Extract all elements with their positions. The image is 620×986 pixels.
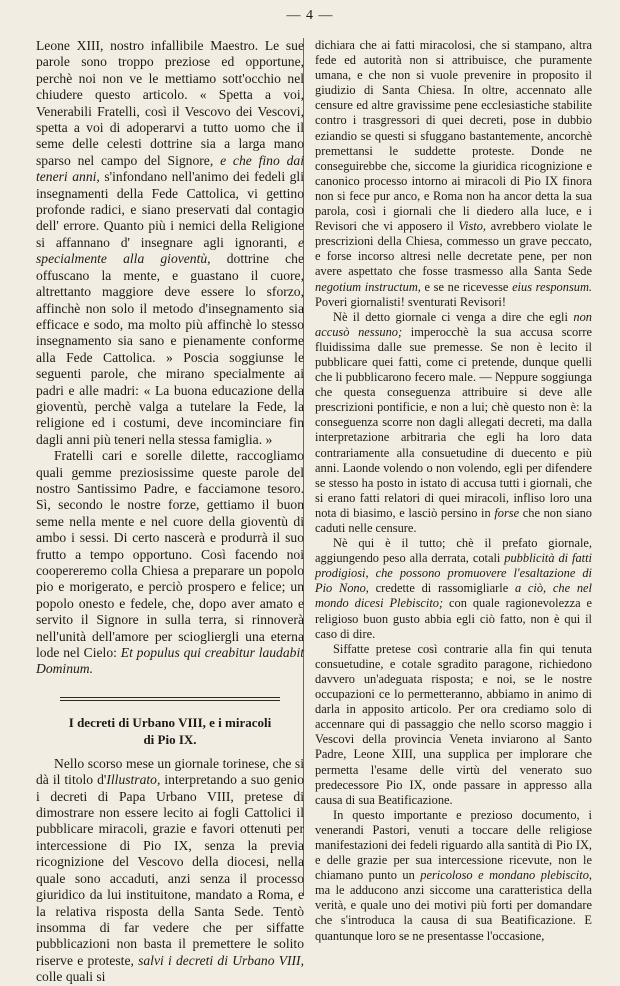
heading-line: di Pio IX. xyxy=(143,731,197,747)
text-run: avrebbero violate le prescrizioni della Chiesa, commesso un grave peccato, e forse incorso altresi nelle decretate pene, per non avere aspettato che fosse trasmesso alla Santa Sede xyxy=(315,219,592,279)
text-run: e se ne ricevesse xyxy=(424,279,509,294)
text-run: colle quali si xyxy=(36,969,106,985)
italic-run: forse xyxy=(494,505,520,520)
text-run: Siffatte pretese così contrarie alla fin qui tenuta consuetudine, e cotale sgradito paragone, richiedono davvero un'adeguata risposta; e noi, se le nostre occupazioni ce lo permetteranno, abbiamo in animo di darla in apposito articolo. Per ora crediamo solo di accennare qui di passaggio che nello scorso maggio i Vescovi della provincia Veneta inviarono al Santo Padre, Leone XIII, una supplica per implorare che permetta l'esame delle virtù del venerato suo predecessore Pio IX, onde passare in appresso alla causa di sua Beatificazione. xyxy=(315,641,592,807)
italic-run: negotium instructum, xyxy=(315,279,421,294)
text-run: Poveri giornalisti! sventurati Revisori! xyxy=(315,294,506,309)
right-paragraph-2 xyxy=(315,310,592,536)
italic-run: pericoloso e mondano plebiscito, xyxy=(420,868,592,883)
heading-line: I decreti di Urbano VIII, e i miracoli xyxy=(68,714,272,730)
left-paragraph-1 xyxy=(36,38,304,448)
text-run: Nello scorso mese un giornale torinese, che si dà il titolo d' xyxy=(36,755,304,788)
italic-run: eius responsum. xyxy=(512,279,593,294)
left-paragraph-2 xyxy=(36,448,304,678)
right-paragraph-5 xyxy=(315,808,592,944)
italic-run: Illustrato, xyxy=(106,772,161,788)
article-heading xyxy=(36,714,304,748)
text-run: interpretando a suo genio i decreti di Papa Urbano VIII, pretese di dimostrare non essere lecito ai fogli Cattolici il pubblicare miracoli, grazie e favori ottenuti per intercessione di Pio IX, senza la previa ricognizione del Vescovo della diocesi, nella quale sono accaduti, anzi senza il processo giuridico da lui instituitone, mandato a Roma, e la relativa risposta della Santa Sede. Tentò insomma di far vedere che per siffatte pubblicazioni non basta il premettere le solito riserve e proteste, xyxy=(36,772,304,968)
right-paragraph-4 xyxy=(315,642,592,808)
text-run: imperocchè la sua accusa scorre fluidissima dalle sue premesse. Se non è lecito il pubblicare quei fatti, come ci pretende, dunque quelli che li pubblicarono fecero male. — Neppure soggiunga che questa conseguenza attribuire si deve alle prescrizioni pontificie, e non a lui; chè questo non è: la conseguenza scorre non dagli allegati decreti, ma dalla interpretazione arbitraria che egli ha loro data contrariamente alla consuetudine di duecento e più anni. Laonde volendo o non volendo, egli per difendere se stesso ha posto in istato di accusa tutti i giornali, che si erano fatti relatori di quei miracoli, infliso loro una nota di biasimo, e lasciò persino in xyxy=(315,324,592,520)
italic-run: salvi i decreti di Urbano VIII, xyxy=(138,952,304,968)
text-run: Nè il detto giornale ci venga a dire che egli xyxy=(333,309,568,324)
italic-run: a ciò, che nel mondo dicesi Plebiscito; xyxy=(315,581,592,611)
left-paragraph-3 xyxy=(36,756,304,986)
left-column xyxy=(36,38,304,986)
text-run: s'infondano nell'animo dei fedeli gli insegnamenti della Fede Cattolica, vi gettino profonde radici, e siano preservati dal contagio dell' errore. Quanto più i nemici della Religione si affannano d' insegnare agli ignoranti, xyxy=(36,169,304,250)
italic-run: non accusò nessuno; xyxy=(315,309,592,339)
right-column xyxy=(315,38,592,944)
italic-run: e specialmente alla gioventù, xyxy=(36,234,304,267)
text-run: credette di rassomigliarle xyxy=(375,581,509,596)
text-run: con quale ragionevolezza e religioso buon gusto abbia egli ciò fatto, non è qui il caso di dire. xyxy=(315,596,592,641)
text-run: ma le adducono anzi siccome una caratteristica della verità, e quale uno dei motivi più forti per domandare che s'introduca la causa di sua Beatificazione. E quantunque loro se ne presentasse l'occasione, xyxy=(315,883,592,943)
italic-run: e che fino dai teneri anni, xyxy=(36,152,304,185)
italic-run: Et populus qui creabitur laudabit Dominum. xyxy=(36,645,305,677)
section-divider xyxy=(36,694,304,702)
text-run: In questo importante e prezioso documento, i venerandi Pastori, venuti a toccare delle religiose manifestazioni dei fedeli riguardo alla santità di Pio IX, e delle grazie per sua intercessione ricevute, non le chiamano punto un xyxy=(315,807,592,883)
text-run: Leone XIII, nostro infallibile Maestro. Le sue parole sono troppo preziose ed opportune, perchè noi non ve le mettiamo sott'occhio nel chiudere questo articolo. « Spetta a voi, Venerabili Fratelli, così il Vescovo dei Vescovi, spetta a voi di adoperarvi a tutto uomo che il seme delle celesti dottrine sia a larga mano sparso nel campo del Signore, xyxy=(36,38,304,168)
text-run: Nè qui è il tutto; chè il prefato giornale, aggiungendo peso alla derrata, cotali xyxy=(315,536,592,566)
italic-run: Visto, xyxy=(458,219,487,234)
right-paragraph-3 xyxy=(315,536,592,642)
italic-run: pubblicità di fatti prodigiosi, che possono promuovere l'esaltazione di Pio Nono, xyxy=(315,551,592,596)
text-run: che non siano caduti nelle censure. xyxy=(315,505,592,535)
text-run: dichiara che ai fatti miracolosi, che si stampano, altra fede ed autorità non si attribuisce, che puramente umana, e che non si vuole prevenire in proposito il giudizio di Santa Chiesa. In oltre, accennato alle censure ed altre gravissime pene ecclesiastiche stabilite contro i trasgressori di quei decreti, pose in dubbio eziandio se questi si sfuggano bastantemente, ancorchè premettansi le suddette proteste. Donde ne conseguirebbe che, siccome la giuridica ricognizione e canonico processo intorno ai miracoli di Pio IX finora non si fece pur anco, e Roma non ha ancor detta la sua parola, così i giornali che li diedero alla luce, e i Revisori che vi apposero il xyxy=(315,38,592,234)
text-run: dottrine che offuscano la mente, e guastano il cuore, altrettanto maggiore deve essere lo sforzo, affinchè non solo il metodo d'insegnamento sia efficace e sodo, ma molto più affinchè lo stesso insegnamento sia sano e pienamente conforme alla Fede Cattolica. » Poscia soggiunse le seguenti parole, che mirano specialmente ai padri e alle madri: « La buona educazione della gioventù, perchè valga a tutelare la Fede, la religione ed i costumi, deve incominciare fin dagli anni più teneri nella stessa famiglia. » xyxy=(36,251,304,447)
text-run: Fratelli cari e sorelle dilette, raccogliamo quali gemme preziosissime queste parole del nostro Santissimo Padre, e facciamone tesoro. Sì, secondo le nostre forze, gettiamo il buon seme nella mente e nel cuore della gioventù di ambo i sessi. Di certo nascerà e produrrà il suo frutto a tempo opportuno. Così facendo noi coopereremo colla Chiesa a preparare un popolo pio e morigerato, e perciò prospero e felice; un popolo onesto e fedele, che, dopo aver amato e servito il Signore in sulla terra, si rinnoverà nell'unità dell'amore per sciogliergli una eterna lode nel Cielo: xyxy=(36,448,304,661)
page-number: — 4 — xyxy=(286,8,334,23)
right-paragraph-1 xyxy=(315,38,592,310)
